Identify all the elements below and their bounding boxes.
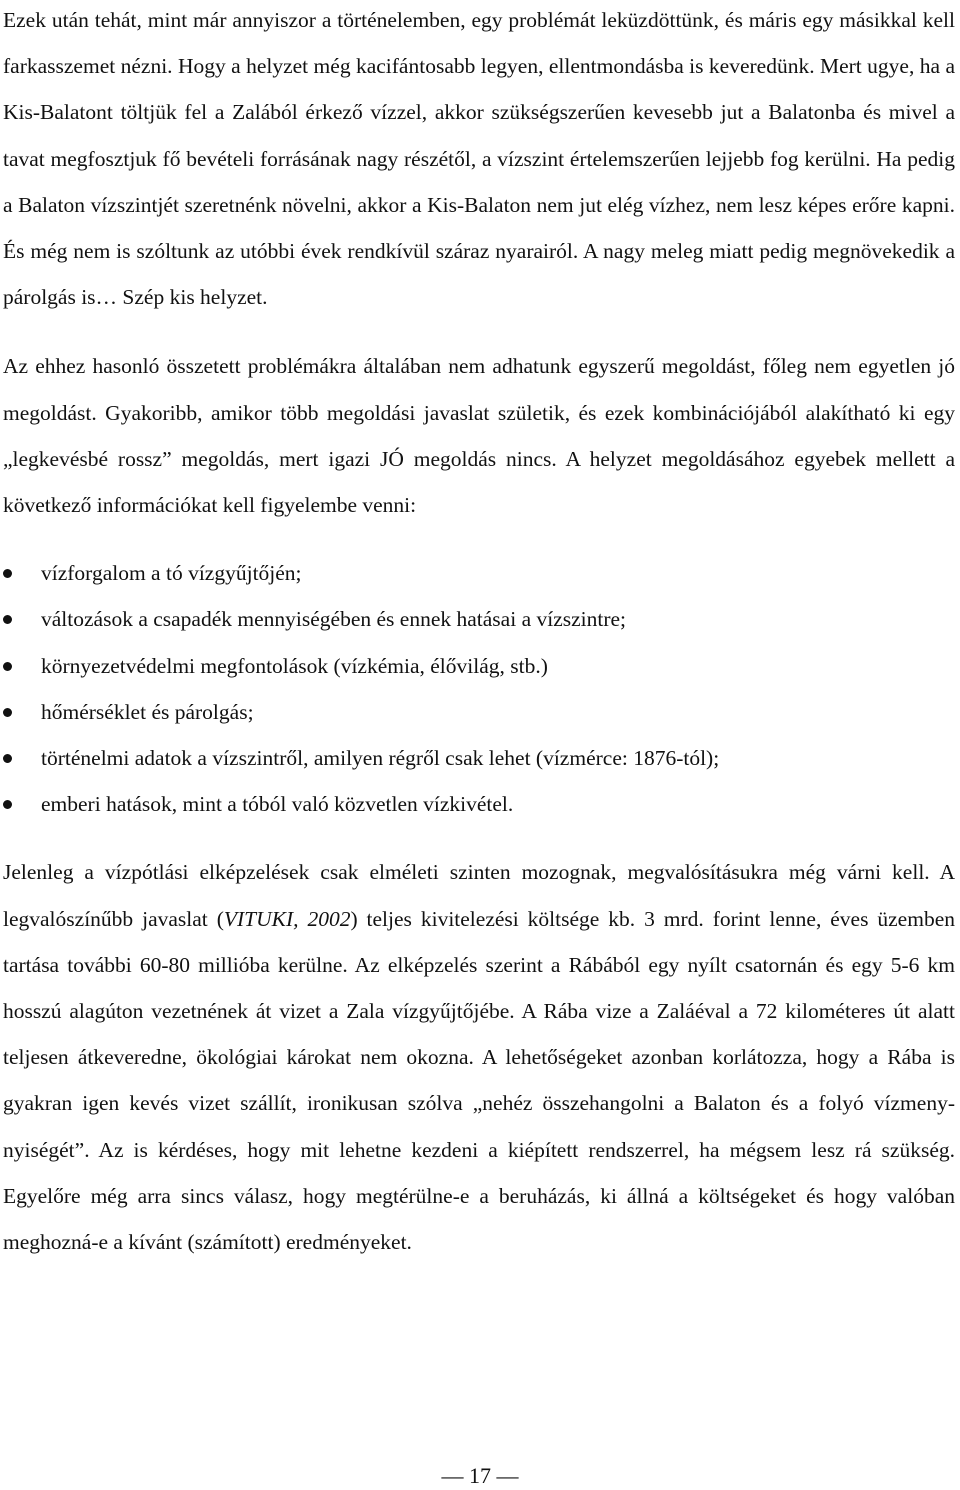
body-paragraph-3	[3, 849, 955, 1265]
bullet-icon	[3, 708, 12, 717]
list-item-text: emberi hatások, mint a tóból való közvetlen vízkivétel.	[41, 792, 514, 817]
page-number: — 17 —	[441, 1463, 519, 1488]
list-item	[3, 735, 955, 781]
bullet-icon	[3, 800, 12, 809]
bullet-icon	[3, 615, 12, 624]
list-item-text: környezetvédelmi megfontolások (vízkémia, élővilág, stb.)	[41, 653, 548, 678]
paragraph-3-text-start: Jelenleg a vízpótlási elképzelések csak elméleti szinten mozognak, megvalósításukra még várni kell. A legvalószínűbb javaslat (	[3, 860, 955, 931]
paragraph-3-text-end: ) teljes kivitelezési költsége kb. 3 mrd. forint lenne, éves üzemben tartása további 60-80 millióba kerülne. Az elképzelés szerint a Rábából egy nyílt csatornán és egy 5-6 km hosszú alagúton vezetnének át vizet a Zala vízgyűjtőjébe. A Rába vize a Zaláéval a 72 kilométeres út alatt teljesen átkeveredne, ökológiai károkat nem okozna. A lehetőségeket azonban korlátozza, hogy a Rába is gyakran igen kevés vizet szállít, ironikusan szólva „nehéz összehangolni a Balaton és a folyó vízmenynyiségét”. Az is kérdéses, hogy mit lehetne kezdeni a kiépített rendszerrel, ha mégsem lesz rá szükség. Egyelőre még arra sincs válasz, hogy megtérülne-e a beruházás, ki állná a költségeket és hogy valóban meghozná-e a kívánt (számított) eredményeket.	[3, 906, 955, 1255]
list-item-text: változások a csapadék mennyiségében és ennek hatásai a vízszintre;	[41, 607, 627, 632]
bullet-icon	[3, 662, 12, 671]
list-item-text: vízforgalom a tó vízgyűjtőjén;	[41, 561, 302, 586]
body-paragraph-2: Az ehhez hasonló összetett problémákra általában nem adhatunk egyszerű megoldást, főleg nem egyetlen jó megoldást. Gyakoribb, amikor több megoldási javaslat születik, és ezek kombinációjából alakítható ki egy „legkevésbé rossz” megoldás, mert igazi JÓ megoldás nincs. A helyzet megoldásához egyebek mellett a következő információkat kell figyelembe venni:	[3, 354, 955, 518]
information-list	[3, 550, 955, 827]
bullet-icon	[3, 569, 12, 578]
list-item	[3, 550, 955, 596]
body-paragraph-1: Ezek után tehát, mint már annyiszor a történelemben, egy problémát leküzdöttünk, és máris egy másikkal kell farkasszemet nézni. Hogy a helyzet még kacifántosabb legyen, ellentmondásba is keveredünk. Mert ugye, ha a Kis-Balatont töltjük fel a Zalából érkező vízzel, akkor szükségszerűen kevesebb jut a Balatonba és mivel a tavat megfosztjuk fő bevételi forrásának nagy részétől, a vízszint értelemszerűen lejjebb fog kerülni. Ha pedig a Balaton vízszintjét szeretnénk növelni, akkor a Kis-Balaton nem jut elég vízhez, nem lesz képes erőre kapni. És még nem is szóltunk az utóbbi évek rendkívül száraz nyarairól. A nagy meleg miatt pedig megnövekedik a párolgás is… Szép kis helyzet.	[3, 8, 955, 310]
list-item	[3, 643, 955, 689]
list-item	[3, 781, 955, 827]
list-item-text: hőmérséklet és párolgás;	[41, 699, 254, 724]
list-item	[3, 596, 955, 642]
citation: VITUKI, 2002	[223, 906, 351, 931]
list-item	[3, 689, 955, 735]
document-page	[3, 0, 955, 1265]
bullet-icon	[3, 754, 12, 763]
list-item-text: történelmi adatok a vízszintről, amilyen régről csak lehet (vízmérce: 1876-tól);	[41, 746, 720, 771]
